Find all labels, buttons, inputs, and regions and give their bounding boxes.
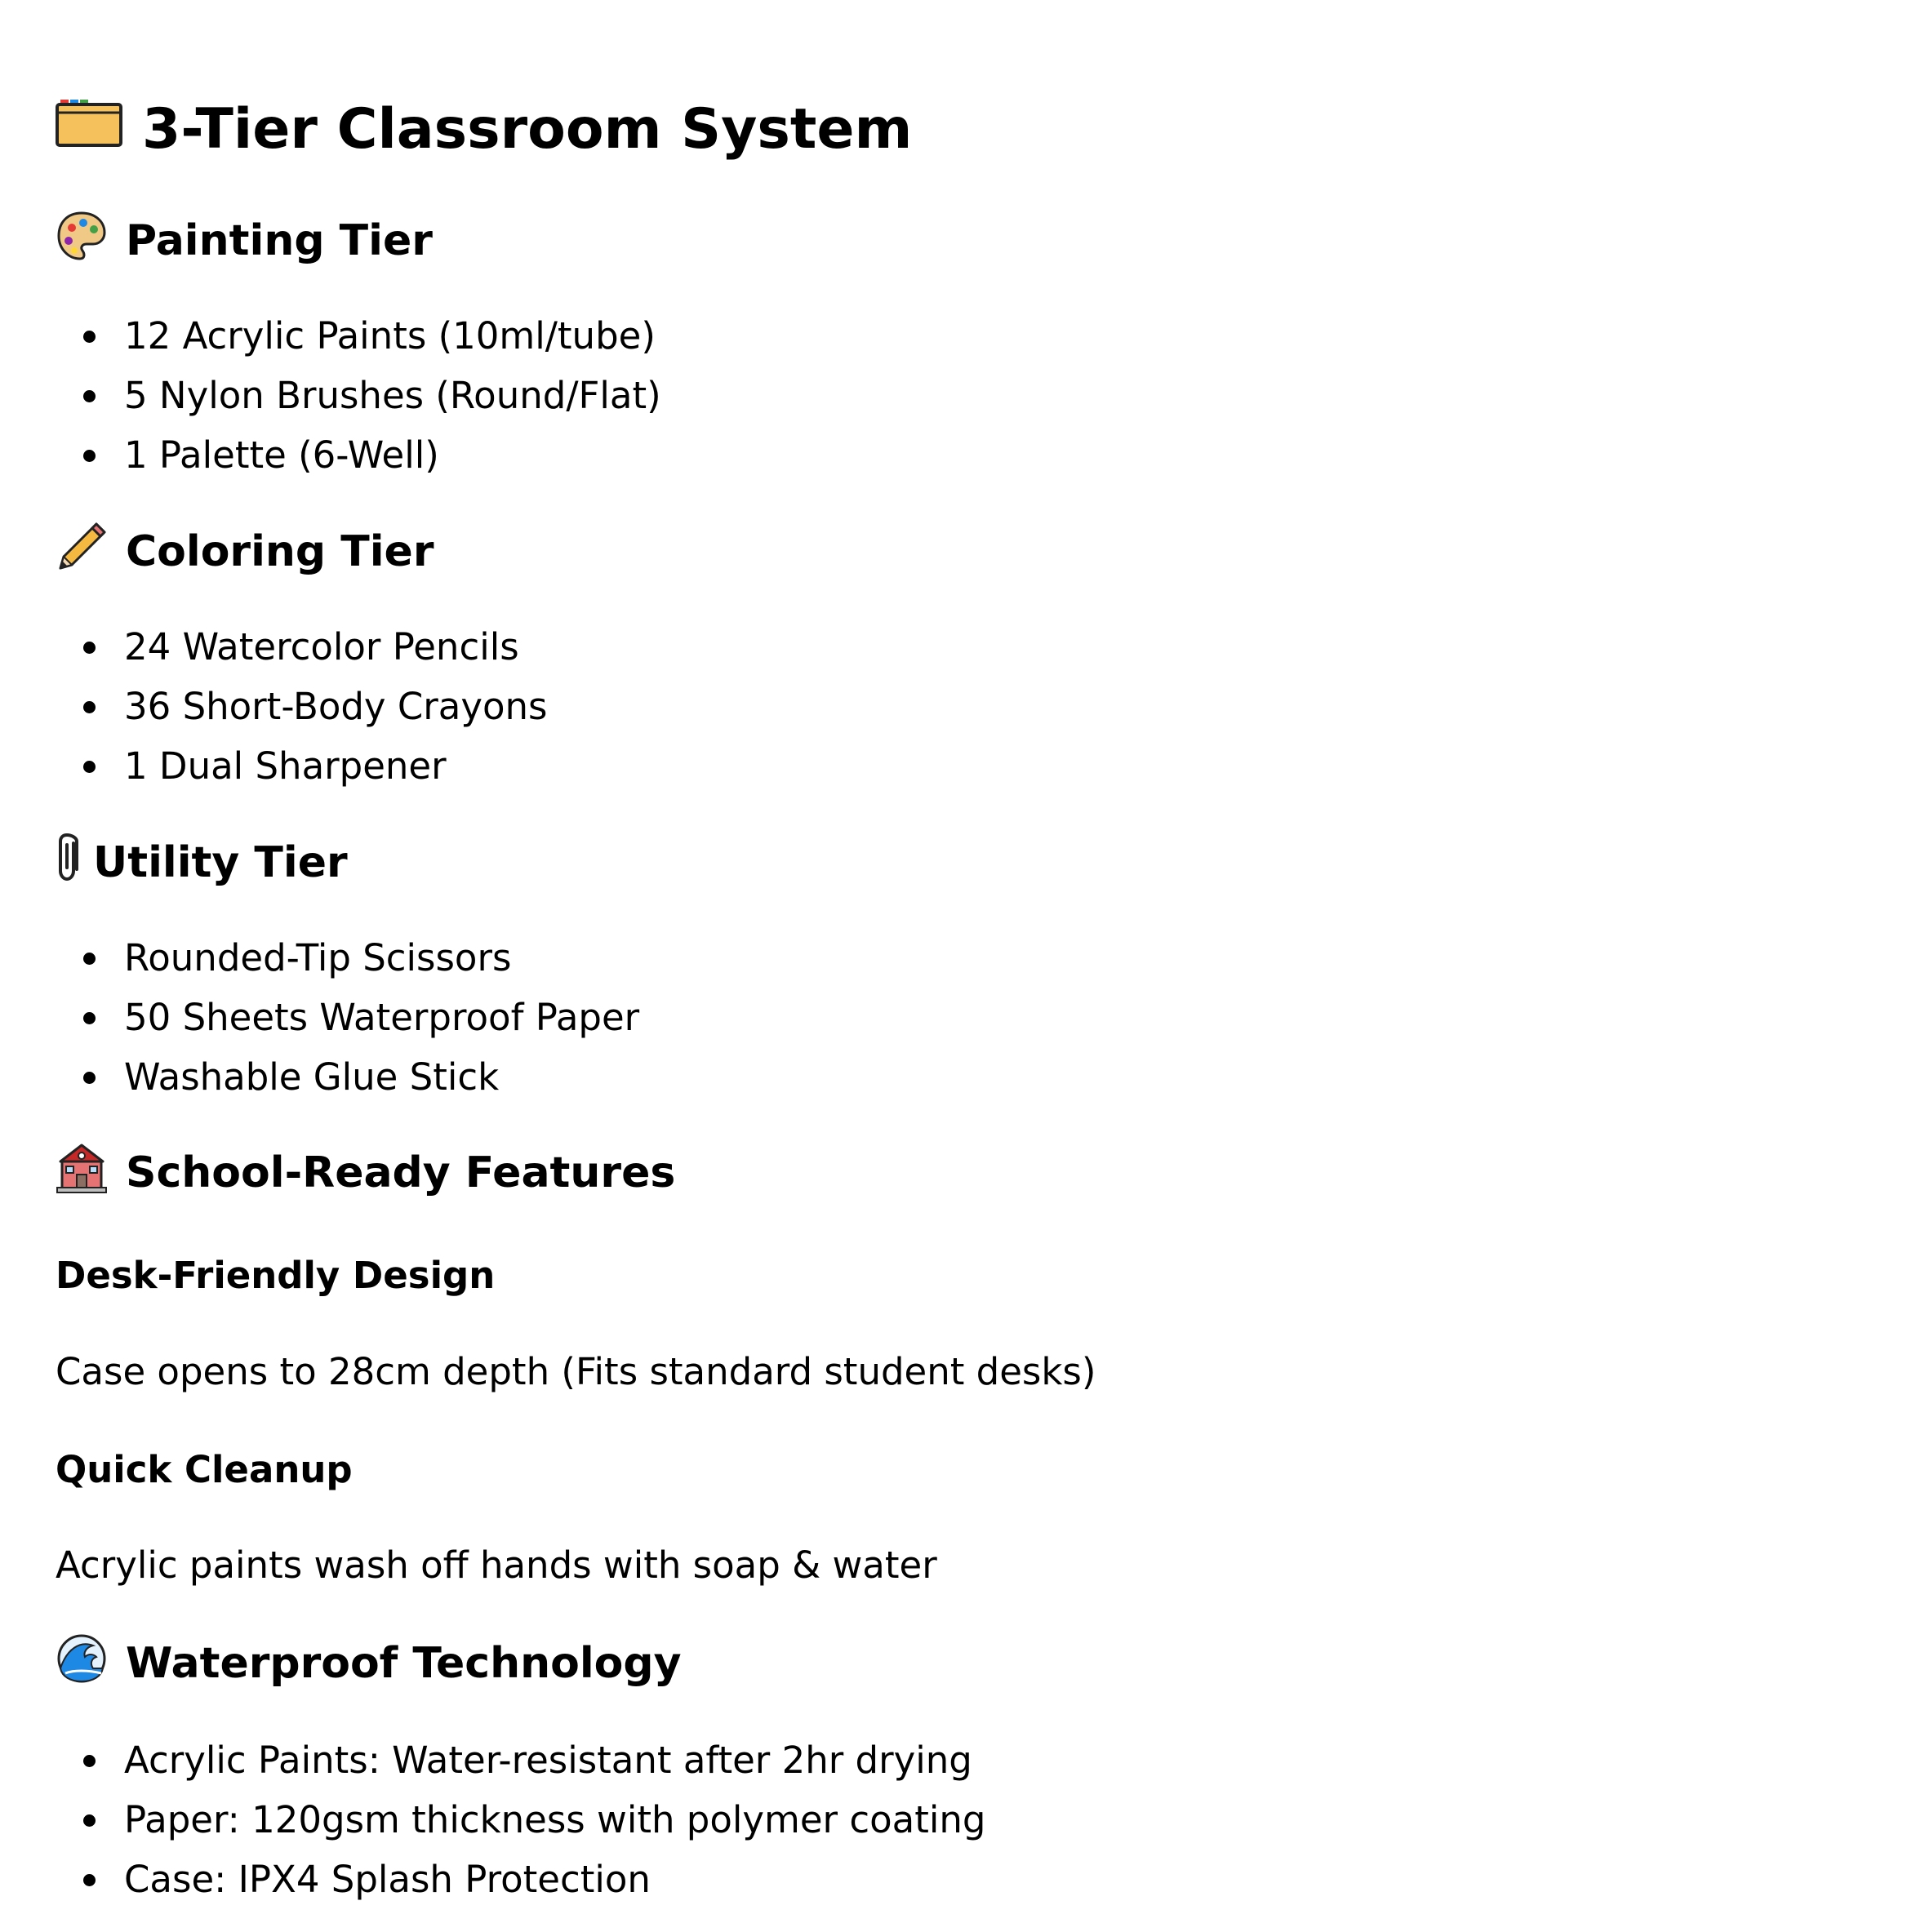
page-title-text: 3-Tier Classroom System	[142, 96, 913, 162]
painting-tier-list	[56, 306, 661, 485]
desk-friendly-design-title: Desk-Friendly Design	[56, 1254, 496, 1297]
card-index-dividers-icon	[56, 96, 124, 162]
list-item: 50 Sheets Waterproof Paper	[56, 988, 639, 1047]
waterproof-technology-list	[56, 1730, 985, 1909]
quick-cleanup-title: Quick Cleanup	[56, 1448, 353, 1491]
school-features-heading	[56, 1140, 675, 1206]
waterproof-technology-title: Waterproof Technology	[126, 1639, 682, 1688]
paperclip-icon	[56, 832, 82, 895]
water-wave-icon	[56, 1632, 108, 1695]
painting-tier-heading	[56, 208, 433, 273]
school-icon	[56, 1142, 108, 1205]
desk-friendly-design-text: Case opens to 28cm depth (Fits standard student desks)	[56, 1350, 1096, 1393]
coloring-tier-list	[56, 617, 548, 796]
list-item: 5 Nylon Brushes (Round/Flat)	[56, 366, 661, 425]
utility-tier-heading	[56, 830, 348, 895]
quick-cleanup-text: Acrylic paints wash off hands with soap & water	[56, 1543, 937, 1587]
list-item: Acrylic Paints: Water-resistant after 2hr drying	[56, 1730, 985, 1790]
list-item: 24 Watercolor Pencils	[56, 617, 548, 677]
school-features-title: School-Ready Features	[126, 1148, 676, 1197]
list-item: Rounded-Tip Scissors	[56, 928, 639, 988]
list-item: Washable Glue Stick	[56, 1047, 639, 1107]
list-item: Paper: 120gsm thickness with polymer coating	[56, 1790, 985, 1850]
utility-tier-title: Utility Tier	[93, 838, 348, 887]
coloring-tier-title: Coloring Tier	[126, 527, 434, 576]
pencil-icon	[56, 521, 108, 584]
coloring-tier-heading	[56, 519, 434, 584]
utility-tier-list	[56, 928, 639, 1107]
list-item: 1 Palette (6-Well)	[56, 425, 661, 485]
page-title	[56, 88, 912, 170]
list-item: 1 Dual Sharpener	[56, 736, 548, 796]
list-item: 36 Short-Body Crayons	[56, 677, 548, 736]
artist-palette-icon	[56, 210, 108, 273]
painting-tier-title: Painting Tier	[126, 216, 433, 265]
waterproof-technology-heading	[56, 1631, 682, 1696]
list-item: Case: IPX4 Splash Protection	[56, 1850, 985, 1909]
list-item: 12 Acrylic Paints (10ml/tube)	[56, 306, 661, 366]
